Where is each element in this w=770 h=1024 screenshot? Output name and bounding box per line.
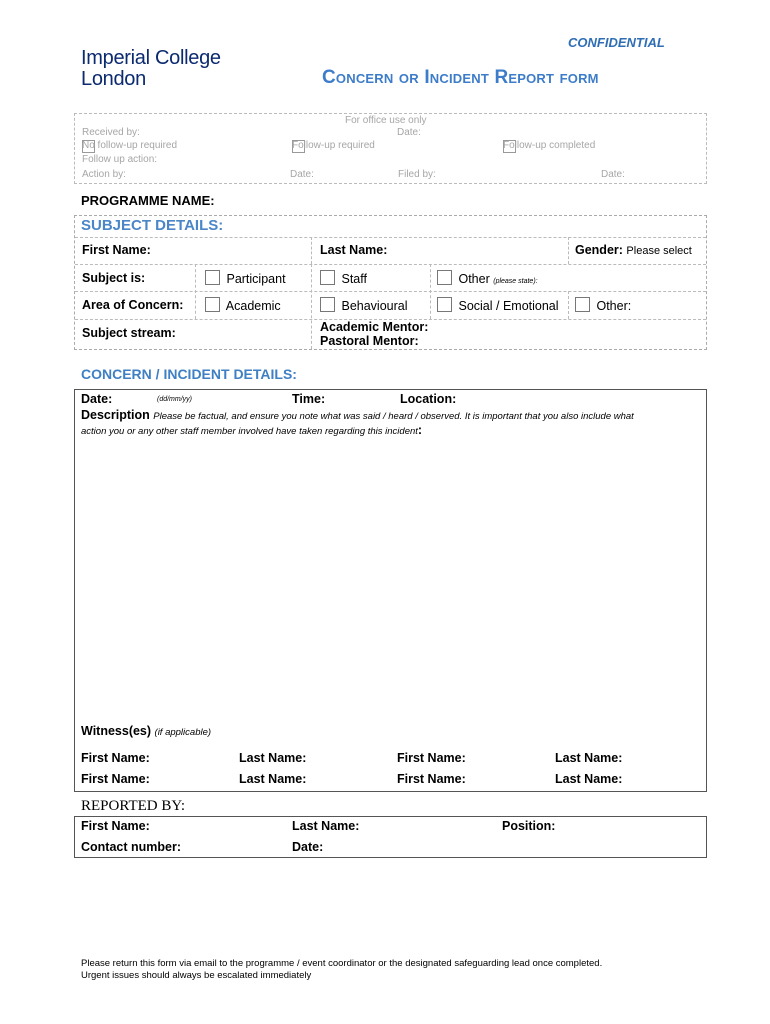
gender-select[interactable]: Please select bbox=[626, 245, 692, 257]
reporter-date: Date: bbox=[292, 840, 324, 854]
participant-label: Participant bbox=[226, 272, 286, 286]
subject-row-divider bbox=[75, 291, 706, 292]
witness3-last-name: Last Name: bbox=[239, 772, 307, 786]
behavioural-label: Behavioural bbox=[341, 299, 408, 313]
staff-option[interactable] bbox=[320, 270, 367, 286]
other-checkbox[interactable] bbox=[437, 270, 452, 285]
subject-col-divider bbox=[430, 264, 431, 319]
witness4-last-name: Last Name: bbox=[555, 772, 623, 786]
participant-option[interactable] bbox=[205, 270, 286, 286]
subject-details-box bbox=[74, 215, 707, 350]
staff-label: Staff bbox=[341, 272, 367, 286]
first-name-label: First Name: bbox=[82, 243, 151, 257]
logo-line-2: London bbox=[81, 68, 146, 90]
academic-mentor-label: Academic Mentor: bbox=[320, 320, 429, 334]
description-label: Description bbox=[81, 408, 150, 422]
behavioural-option[interactable] bbox=[320, 297, 408, 313]
description-instructions: Please be factual, and ensure you note what was said / heard / observed. It is important that you also include what bbox=[153, 411, 634, 422]
programme-name-label: PROGRAMME NAME: bbox=[81, 193, 215, 208]
gender-field[interactable] bbox=[575, 243, 692, 257]
pastoral-mentor-label: Pastoral Mentor: bbox=[320, 334, 419, 348]
office-heading: For office use only bbox=[345, 115, 427, 126]
other-area-option[interactable] bbox=[575, 297, 631, 313]
footer-line-1: Please return this form via email to the programme / event coordinator or the designated safeguarding lead once completed. bbox=[81, 958, 603, 969]
academic-option[interactable] bbox=[205, 297, 281, 313]
other-note: (please state): bbox=[493, 278, 538, 285]
no-followup-label: No follow-up required bbox=[82, 140, 178, 151]
social-label: Social / Emotional bbox=[458, 299, 559, 313]
followup-action-label: Follow up action: bbox=[82, 154, 158, 165]
description-colon: : bbox=[417, 423, 423, 437]
action-by-label: Action by: bbox=[82, 169, 126, 180]
reporter-last-name: Last Name: bbox=[292, 819, 360, 833]
reporter-first-name: First Name: bbox=[81, 819, 150, 833]
last-name-label: Last Name: bbox=[320, 243, 388, 257]
incident-time-label: Time: bbox=[292, 392, 326, 406]
participant-checkbox[interactable] bbox=[205, 270, 220, 285]
witness1-last-name: Last Name: bbox=[239, 751, 307, 765]
other-area-checkbox[interactable] bbox=[575, 297, 590, 312]
logo-line-1: Imperial College bbox=[81, 47, 221, 69]
witness-heading bbox=[81, 724, 211, 738]
witness4-first-name: First Name: bbox=[397, 772, 466, 786]
academic-checkbox[interactable] bbox=[205, 297, 220, 312]
concern-details-box bbox=[74, 389, 707, 792]
subject-col-divider bbox=[568, 291, 569, 319]
subject-row-divider bbox=[75, 264, 706, 265]
incident-location-label: Location: bbox=[400, 392, 457, 406]
description-line-1 bbox=[81, 408, 634, 422]
followup-completed-label: Follow-up completed bbox=[503, 140, 596, 151]
description-textarea[interactable] bbox=[81, 440, 698, 720]
social-option[interactable] bbox=[437, 297, 559, 313]
description-line-2 bbox=[81, 423, 422, 437]
confidential-label: CONFIDENTIAL bbox=[568, 35, 665, 50]
reported-by-box bbox=[74, 816, 707, 858]
subject-col-divider bbox=[311, 264, 312, 349]
witness1-first-name: First Name: bbox=[81, 751, 150, 765]
description-instructions-2: action you or any other staff member involved have taken regarding this incident bbox=[81, 426, 418, 437]
subject-col-divider bbox=[195, 264, 196, 319]
subject-is-label: Subject is: bbox=[82, 271, 146, 285]
gender-label: Gender: bbox=[575, 243, 623, 257]
witness-note: (if applicable) bbox=[154, 727, 212, 738]
witness2-first-name: First Name: bbox=[397, 751, 466, 765]
other-area-label: Other: bbox=[596, 299, 632, 313]
footer-line-2: Urgent issues should always be escalated immediately bbox=[81, 970, 312, 981]
subject-col-divider bbox=[311, 237, 312, 264]
other-option[interactable] bbox=[437, 270, 538, 286]
subject-details-heading: SUBJECT DETAILS: bbox=[81, 217, 224, 234]
followup-required-label: Follow-up required bbox=[292, 140, 375, 151]
reporter-position: Position: bbox=[502, 819, 556, 833]
date-format-hint: (dd/mm/yy) bbox=[157, 396, 192, 403]
subject-stream-label: Subject stream: bbox=[82, 326, 176, 340]
footer-note bbox=[81, 958, 602, 982]
subject-row-divider bbox=[75, 237, 706, 238]
subject-col-divider bbox=[568, 237, 569, 264]
reported-by-heading: REPORTED BY: bbox=[81, 798, 185, 814]
witness-label: Witness(es) bbox=[81, 724, 152, 738]
filed-date-label: Date: bbox=[601, 169, 625, 180]
academic-label: Academic bbox=[225, 299, 281, 313]
reporter-contact-number: Contact number: bbox=[81, 840, 181, 854]
concern-details-heading: CONCERN / INCIDENT DETAILS: bbox=[81, 366, 297, 382]
page-title: Concern or Incident Report form bbox=[322, 67, 599, 88]
imperial-college-logo bbox=[81, 48, 221, 90]
filed-by-label: Filed by: bbox=[398, 169, 436, 180]
office-use-box bbox=[74, 113, 707, 184]
office-date-label: Date: bbox=[397, 127, 421, 138]
behavioural-checkbox[interactable] bbox=[320, 297, 335, 312]
witness3-first-name: First Name: bbox=[81, 772, 150, 786]
staff-checkbox[interactable] bbox=[320, 270, 335, 285]
witness2-last-name: Last Name: bbox=[555, 751, 623, 765]
other-label: Other bbox=[458, 272, 490, 286]
social-checkbox[interactable] bbox=[437, 297, 452, 312]
action-date-label: Date: bbox=[290, 169, 314, 180]
area-of-concern-label: Area of Concern: bbox=[82, 298, 184, 312]
received-by-label: Received by: bbox=[82, 127, 140, 138]
incident-date-label: Date: bbox=[81, 392, 113, 406]
